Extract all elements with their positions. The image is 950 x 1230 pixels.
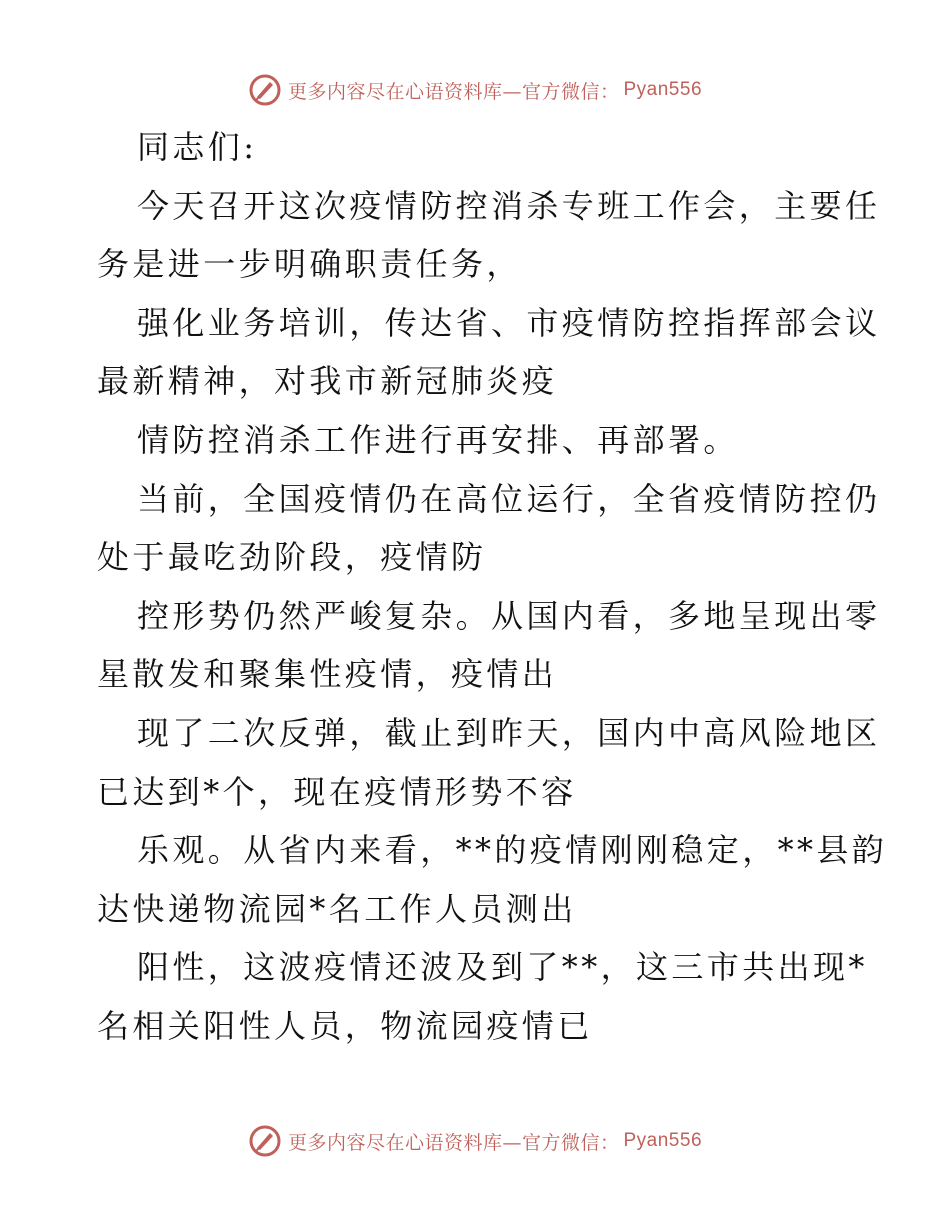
text-line: 阳性，这波疫情还波及到了**，这三市共出现*: [137, 948, 868, 987]
watermark-wechat-id: Pyan556: [623, 1130, 703, 1151]
watermark-text: 更多内容尽在心语资料库—官方微信：: [287, 80, 620, 103]
text-line: 同志们:: [137, 128, 258, 166]
text-line: 务是进一步明确职责任务，: [97, 245, 522, 284]
text-line: 乐观。从省内来看，**的疫情刚刚稳定，**县韵: [137, 831, 888, 870]
text-line: 情防控消杀工作进行再安排、再部署。: [137, 420, 739, 459]
text-line: 现了二次反弹，截止到昨天，国内中高风险地区: [137, 713, 881, 752]
text-line: 当前，全国疫情仍在高位运行，全省疫情防控仍: [137, 479, 881, 518]
header-watermark: [0, 70, 950, 110]
text-line: 控形势仍然严峻复杂。从国内看，多地呈现出零: [137, 596, 881, 635]
text-line: 达快递物流园*名工作人员测出: [97, 889, 577, 928]
watermark-text: 更多内容尽在心语资料库—官方微信：: [287, 1131, 620, 1154]
text-line: 最新精神，对我市新冠肺炎疫: [97, 362, 558, 401]
footer-watermark: [0, 1121, 950, 1161]
text-line: 名相关阳性人员，物流园疫情已: [97, 1006, 593, 1045]
text-line: 强化业务培训，传达省、市疫情防控指挥部会议: [137, 303, 881, 342]
text-line: 处于最吃劲阶段，疫情防: [97, 538, 487, 577]
text-line: 今天召开这次疫情防控消杀专班工作会，主要任: [137, 186, 881, 225]
quill-logo-icon: [248, 73, 282, 107]
document-body: [97, 118, 888, 1056]
text-line: 已达到*个，现在疫情形势不容: [97, 772, 577, 811]
quill-logo-icon: [248, 1124, 282, 1158]
watermark-wechat-id: Pyan556: [623, 79, 703, 100]
text-line: 星散发和聚集性疫情，疫情出: [97, 655, 558, 694]
